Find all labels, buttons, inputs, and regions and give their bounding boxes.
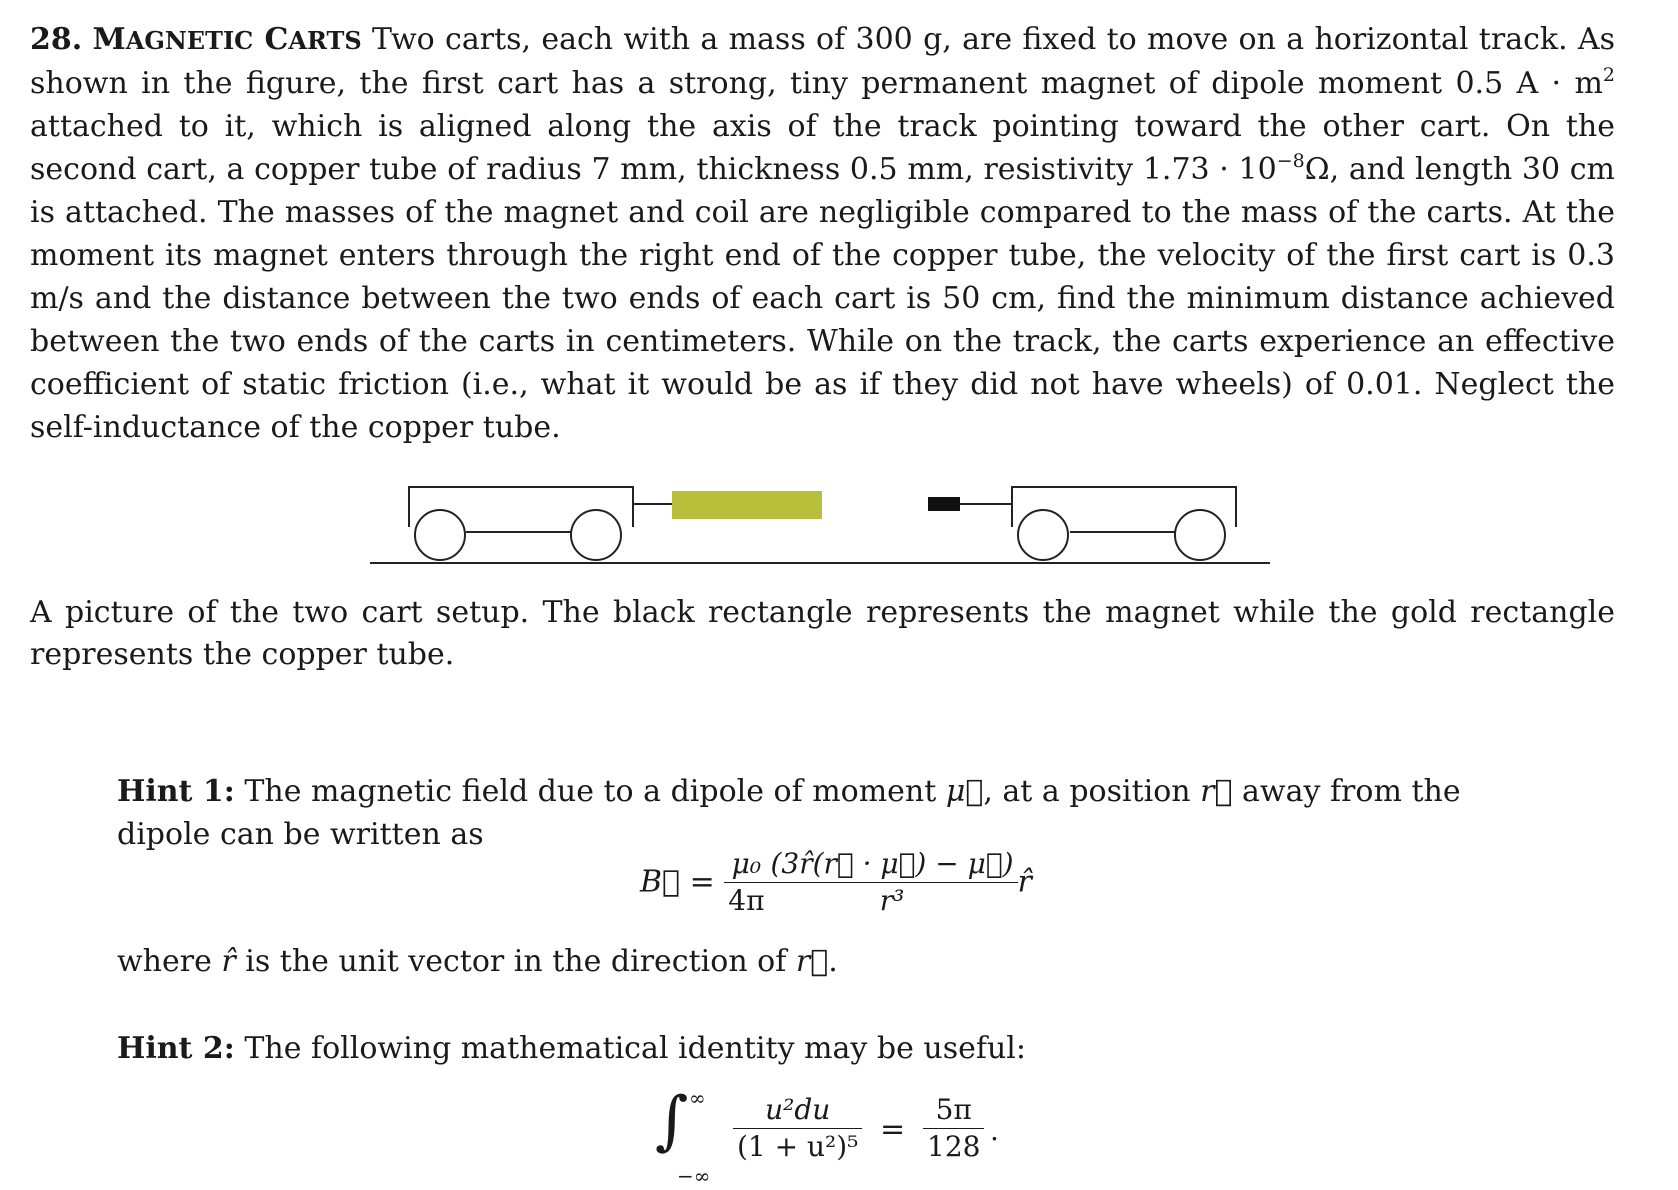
- hint1-text: Hint 1: The magnetic field due to a dipole of moment μ⃗, at a position r⃗ away from the dipole can be written as: [117, 774, 1461, 852]
- integral-sign: ∫: [655, 1084, 689, 1158]
- dipole-field-equation: B⃗ = $\frac{\text{μ₀}}{4\pi}$ $\frac{(3r̂(r⃗ \cdot \mu⃗) - \mu⃗)}{\text{r³}}$ r̂: [640, 847, 1032, 917]
- hint1-label: Hint 1:: [117, 774, 235, 809]
- hint1-where: where r̂ is the unit vector in the direction of r⃗.: [117, 944, 838, 979]
- integral-upper-limit: ∞: [689, 1086, 706, 1110]
- right-cart: [960, 487, 1236, 560]
- problem-text-2: attached to it, which is aligned along the axis of the track pointing toward the other cart. On the second cart, a copper tube of radius 7 mm, thickness 0.5 mm, resistivity 1.73 · 10: [30, 109, 1615, 187]
- cart-figure: [0, 470, 1678, 580]
- problem-title: MAGNETIC CARTS: [92, 22, 362, 57]
- figure-caption: A picture of the two cart setup. The black rectangle represents the magnet while the gold rectangle represents the copper tube.: [30, 595, 1615, 672]
- integral-lower-limit: −∞: [677, 1164, 711, 1188]
- problem-text-3: Ω, and length 30 cm is attached. The masses of the magnet and coil are negligible compared to the mass of the carts. At the moment its magnet enters through the right end of the copper tube, the velocity of the first cart is 0.3 m/s and the distance between the two ends of each cart is 50 cm, find the minimum distance achieved between the two ends of the carts in centimeters. While on the track, the carts experience an effective coefficient of static friction (i.e., what it would be as if they did not have wheels) of 0.01. Neglect the self-inductance of the copper tube.: [30, 152, 1616, 445]
- problem-statement: 28. MAGNETIC CARTS Two carts, each with a mass of 300 g, are fixed to move on a horizontal track. As shown in the figure, the first cart has a strong, tiny permanent magnet of dipole moment 0.5 $A \cdot m^2$ attached to it, which is aligned along the axis of the track pointing toward the other cart. On the second cart, a copper tube of radius 7 mm, thickness 0.5 mm, resistivity $1.73 \cdot 10^{-8}\Omega$, and length 30 cm is attached. The masses of the magnet and coil are negligible compared to the mass of the carts. At the moment its magnet enters through the right end of the copper tube, the velocity of the first cart is 0.3 m/s and the distance between the two ends of each cart is 50 cm, find the minimum distance achieved between the two ends of the carts in centimeters. While on the track, the carts experience an effective coefficient of static friction (i.e., what it would be as if they did not have wheels) of 0.01. Neglect the self-inductance of the copper tube.: [30, 22, 1616, 445]
- hint2-text: Hint 2: The following mathematical identity may be useful:: [117, 1031, 1026, 1066]
- copper-tube: [672, 491, 822, 519]
- magnet: [928, 497, 960, 511]
- problem-text-1: Two carts, each with a mass of 300 g, are fixed to move on a horizontal track. As shown in the figure, the first cart has a strong, tiny permanent magnet of dipole moment 0.5 A · m: [30, 22, 1615, 101]
- problem-number: 28.: [30, 22, 83, 57]
- left-cart: [409, 487, 672, 560]
- hint2-label: Hint 2:: [117, 1031, 235, 1066]
